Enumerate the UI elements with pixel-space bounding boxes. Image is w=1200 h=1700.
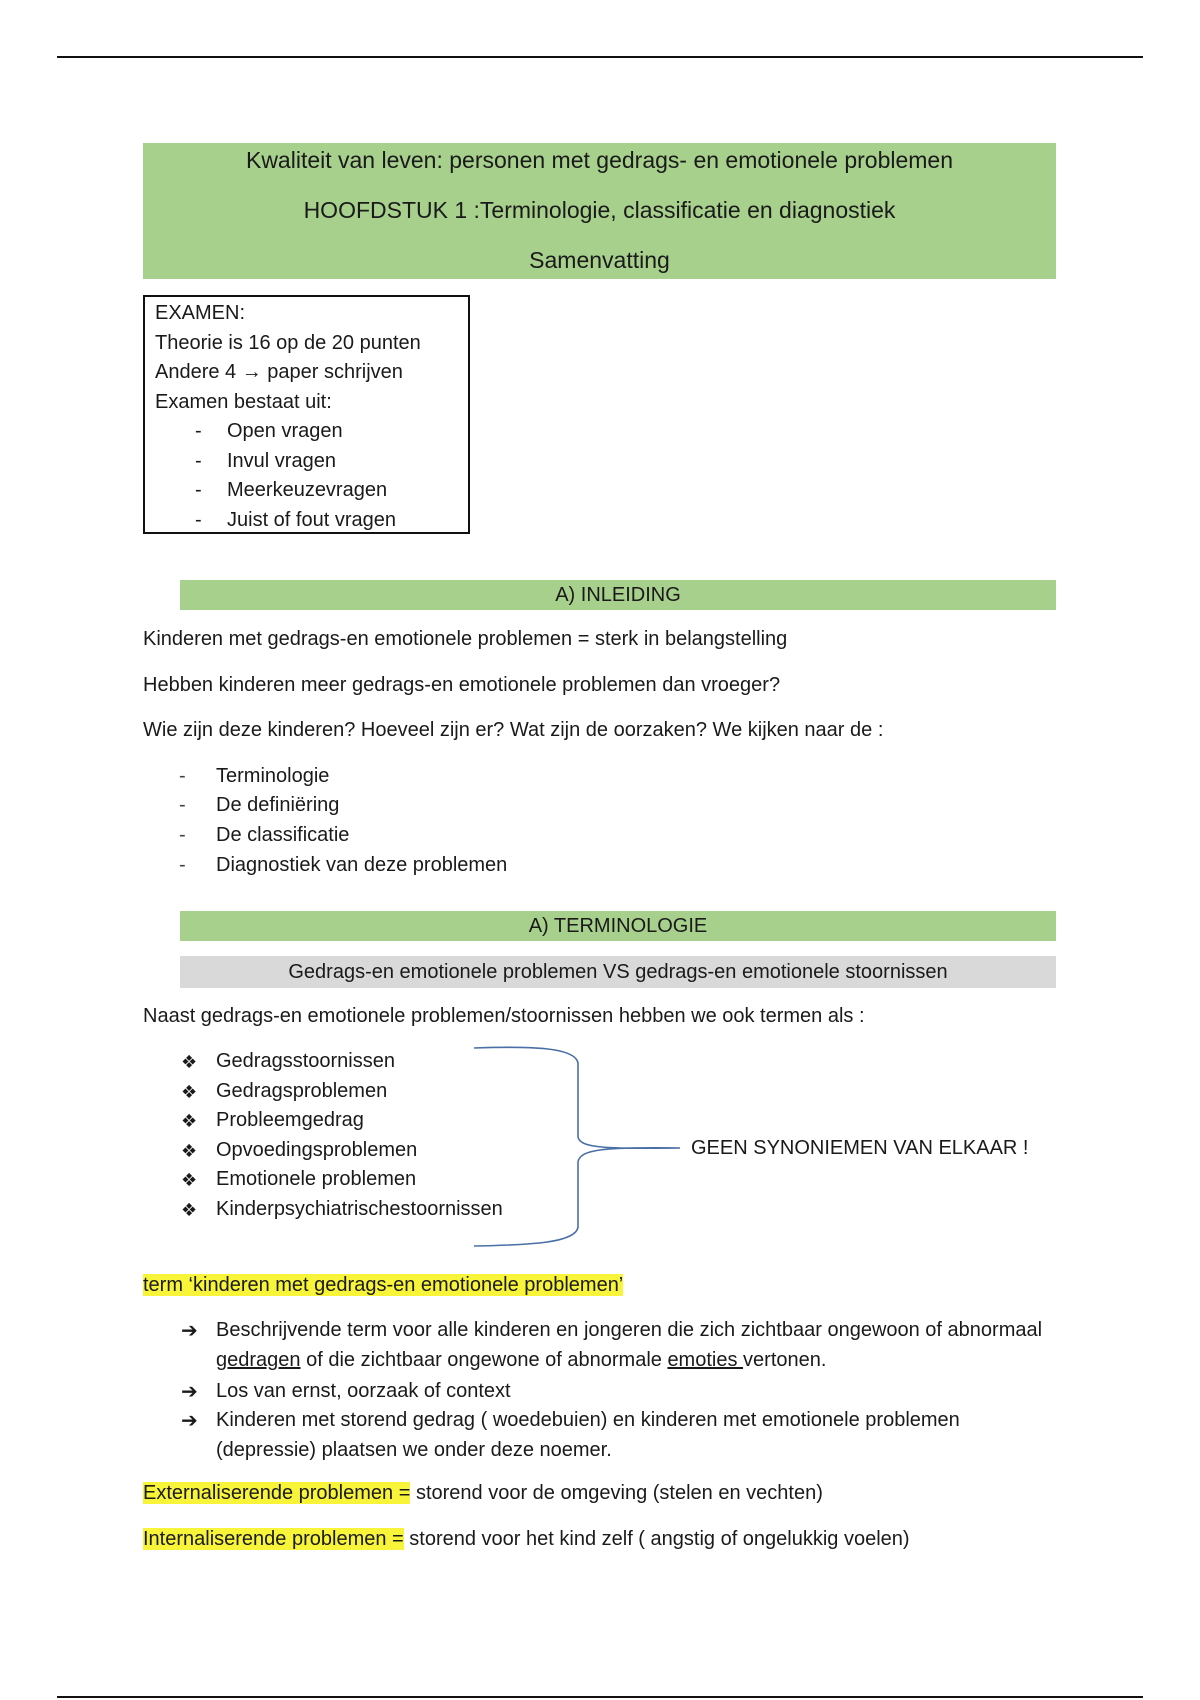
exam-line-paper <box>155 358 458 388</box>
section-heading-inleiding: A) INLEIDING <box>180 580 1056 610</box>
arrow-bullet-icon: ➔ <box>181 1320 198 1342</box>
document-title: Kwaliteit van leven: personen met gedrags- en emotionele problemen <box>245 147 954 173</box>
list-item: Gedragsproblemen <box>216 1080 388 1102</box>
internalising-term: Internaliserende problemen = <box>143 1528 404 1550</box>
document-subtitle: Samenvatting <box>529 247 670 273</box>
diamond-bullet-icon: ❖ <box>181 1082 198 1102</box>
highlighted-term: term ‘kinderen met gedrags-en emotionele problemen’ <box>143 1274 624 1296</box>
arrow-item: Beschrijvende term voor alle kinderen en jongeren die zich zichtbaar ongewoon of abnormaal gedragen of die zichtbaar ongewone of abnormale emoties vertonen. <box>216 1319 1043 1371</box>
list-item: Opvoedingsproblemen <box>216 1139 418 1161</box>
chapter-title: HOOFDSTUK 1 :Terminologie, classificatie en diagnostiek <box>303 197 896 223</box>
section-heading-terminologie: A) TERMINOLOGIE <box>180 911 1056 941</box>
externalising-term: Externaliserende problemen = <box>143 1482 411 1504</box>
exam-info-box <box>143 295 470 534</box>
right-arrow-icon: → <box>241 361 262 383</box>
top-rule <box>57 56 1143 58</box>
dash-bullet-icon: - <box>179 854 186 876</box>
paragraph: Naast gedrags-en emotionele problemen/stoornissen hebben we ook termen als : <box>143 1005 865 1027</box>
dash-bullet-icon: - <box>195 420 202 442</box>
paragraph: Hebben kinderen meer gedrags-en emotionele problemen dan vroeger? <box>143 674 781 696</box>
title-block <box>143 143 1056 279</box>
diamond-bullet-icon: ❖ <box>181 1052 198 1072</box>
diamond-bullet-icon: ❖ <box>181 1170 198 1190</box>
externalising-line: Externaliserende problemen = storend voor de omgeving (stelen en vechten) <box>143 1482 823 1504</box>
exam-line-paper-prefix: Andere 4 <box>155 361 237 383</box>
curly-brace <box>470 1045 690 1250</box>
diamond-bullet-icon: ❖ <box>181 1200 198 1220</box>
exam-item: - Invul vragen <box>155 447 458 477</box>
exam-item: - Juist of fout vragen <box>155 506 458 536</box>
dash-bullet-icon: - <box>179 765 186 787</box>
dash-bullet-icon: - <box>195 479 202 501</box>
paragraph: Wie zijn deze kinderen? Hoeveel zijn er? Wat zijn de oorzaken? We kijken naar de : <box>143 719 884 741</box>
arrow-item: Kinderen met storend gedrag ( woedebuien) en kinderen met emotionele problemen (depressie) plaatsen we onder deze noemer. <box>216 1409 960 1461</box>
arrow-bullet-icon: ➔ <box>181 1410 198 1432</box>
dash-bullet-icon: - <box>195 449 202 472</box>
paragraph: Kinderen met gedrags-en emotionele problemen = sterk in belangstelling <box>143 628 788 650</box>
dash-bullet-icon: - <box>179 824 186 846</box>
arrow-bullet-icon: ➔ <box>181 1381 198 1403</box>
diamond-bullet-icon: ❖ <box>181 1141 198 1161</box>
dash-bullet-icon: - <box>195 508 202 531</box>
list-item: Kinderpsychiatrischestoornissen <box>216 1198 503 1220</box>
exam-line-consists: Examen bestaat uit: <box>155 390 332 413</box>
list-item: Gedragsstoornissen <box>216 1050 395 1072</box>
dash-bullet-icon: - <box>179 794 186 816</box>
exam-line-theory: Theorie is 16 op de 20 punten <box>155 331 421 354</box>
exam-line-paper-suffix: paper schrijven <box>267 361 403 383</box>
section-subheading: Gedrags-en emotionele problemen VS gedrags-en emotionele stoornissen <box>180 956 1056 988</box>
internalising-line: Internaliserende problemen = storend voor het kind zelf ( angstig of ongelukkig voelen) <box>143 1528 910 1550</box>
arrow-item: Los van ernst, oorzaak of context <box>216 1380 511 1402</box>
diamond-bullet-icon: ❖ <box>181 1111 198 1131</box>
brace-label: GEEN SYNONIEMEN VAN ELKAAR ! <box>691 1137 1029 1159</box>
exam-item: - Meerkeuzevragen <box>155 476 458 506</box>
list-item: Probleemgedrag <box>216 1109 364 1131</box>
bottom-rule <box>57 1696 1143 1698</box>
exam-heading: EXAMEN: <box>155 302 246 324</box>
list-item: Emotionele problemen <box>216 1168 417 1190</box>
exam-item: - Open vragen <box>155 417 458 447</box>
